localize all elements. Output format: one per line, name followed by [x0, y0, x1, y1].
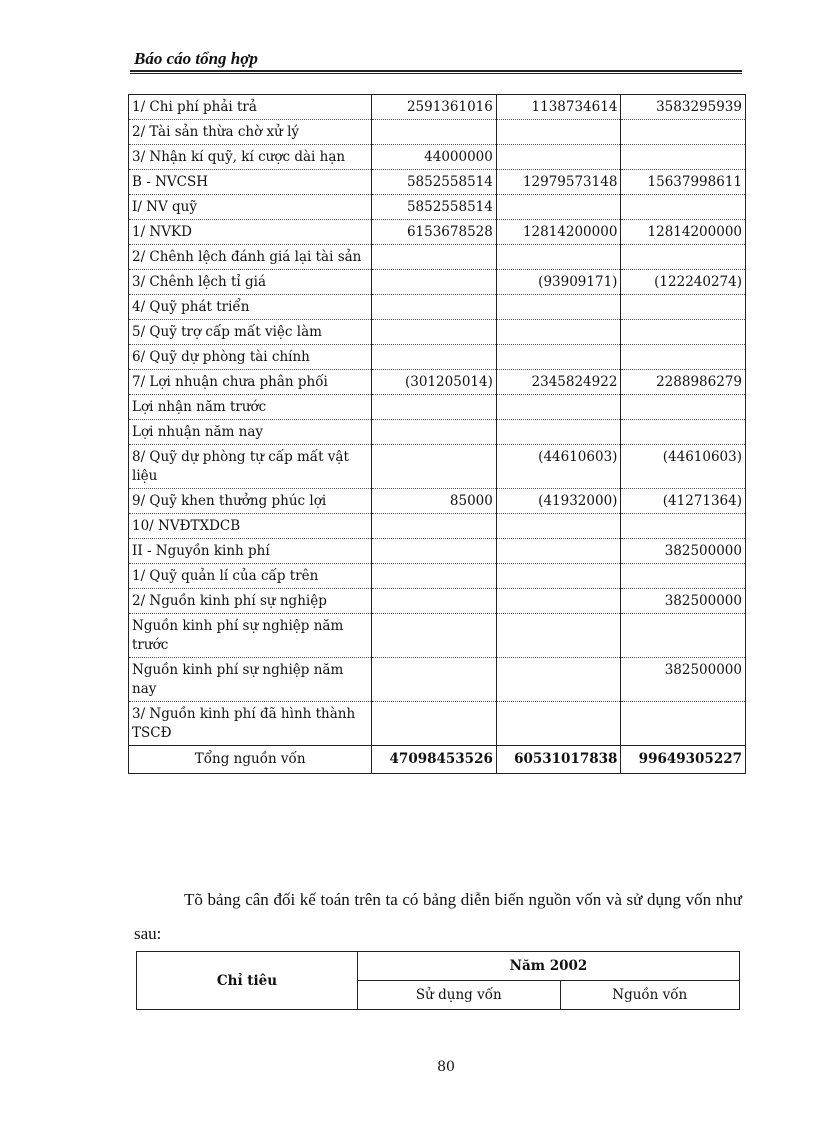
row-value [372, 395, 497, 420]
row-value [621, 395, 746, 420]
table-row [129, 145, 746, 170]
row-label: 6/ Quỹ dự phòng tài chính [129, 345, 372, 370]
row-label: I/ NV quỹ [129, 195, 372, 220]
row-value: (93909171) [496, 270, 621, 295]
page-header-title: Báo cáo tổng hợp [134, 49, 258, 68]
row-value: 44000000 [372, 145, 497, 170]
row-value: (41271364) [621, 489, 746, 514]
row-value [496, 564, 621, 589]
row-label: II - Nguyồn kinh phí [129, 539, 372, 564]
row-value [496, 589, 621, 614]
row-value: 85000 [372, 489, 497, 514]
row-label: 8/ Quỹ dự phòng tự cấp mất vật liệu [129, 445, 372, 489]
row-value: 5852558514 [372, 170, 497, 195]
table-row [129, 514, 746, 539]
table-row [129, 370, 746, 395]
row-label: 2/ Chênh lệch đánh giá lại tài sản [129, 245, 372, 270]
row-label: Lợi nhuận năm nay [129, 420, 372, 445]
row-value [621, 245, 746, 270]
row-value: 12814200000 [621, 220, 746, 245]
usage-header-year: Năm 2002 [358, 952, 740, 981]
row-value: (41932000) [496, 489, 621, 514]
row-value [372, 245, 497, 270]
row-value: 99649305227 [621, 746, 746, 774]
row-label: Lợi nhận năm trước [129, 395, 372, 420]
body-paragraph: Tõ bảng cân đối kế toán trên ta có bảng diễn biến nguồn vốn và sử dụng vốn như sau: [134, 890, 742, 943]
row-label: Nguồn kinh phí sự nghiệp năm trước [129, 614, 372, 658]
row-value: 2591361016 [372, 95, 497, 120]
usage-header-criteria: Chỉ tiêu [137, 952, 358, 1010]
table-row [129, 195, 746, 220]
row-value [496, 395, 621, 420]
usage-subheader-use: Sử dụng vốn [358, 981, 561, 1010]
table-row [129, 539, 746, 564]
row-value [372, 320, 497, 345]
row-value [372, 539, 497, 564]
balance-sheet-body [129, 95, 746, 774]
row-label: 3/ Nguồn kinh phí đã hình thành TSCĐ [129, 702, 372, 746]
table-row [129, 95, 746, 120]
row-value: 2288986279 [621, 370, 746, 395]
row-value [621, 120, 746, 145]
row-value: 1138734614 [496, 95, 621, 120]
row-label: 9/ Quỹ khen thưởng phúc lợi [129, 489, 372, 514]
row-value: 15637998611 [621, 170, 746, 195]
row-value: 5852558514 [372, 195, 497, 220]
row-value [621, 320, 746, 345]
row-value: (301205014) [372, 370, 497, 395]
row-value [621, 564, 746, 589]
row-value: (122240274) [621, 270, 746, 295]
row-value: 12979573148 [496, 170, 621, 195]
total-row [129, 746, 746, 774]
table-row [129, 345, 746, 370]
row-value [372, 295, 497, 320]
row-value [372, 658, 497, 702]
row-value [372, 420, 497, 445]
row-value [496, 514, 621, 539]
row-value [372, 270, 497, 295]
row-value [496, 120, 621, 145]
row-value: 47098453526 [372, 746, 497, 774]
row-value: 3583295939 [621, 95, 746, 120]
table-row [129, 445, 746, 489]
row-label: 10/ NVĐTXDCB [129, 514, 372, 539]
row-value [621, 195, 746, 220]
row-value [621, 345, 746, 370]
table-row [129, 395, 746, 420]
row-label: 2/ Nguồn kinh phí sự nghiệp [129, 589, 372, 614]
table-row [129, 702, 746, 746]
row-label: 1/ Chi phí phải trả [129, 95, 372, 120]
row-value [372, 120, 497, 145]
row-value [496, 320, 621, 345]
table-row [129, 614, 746, 658]
table-row [129, 589, 746, 614]
row-value [372, 345, 497, 370]
row-value [621, 514, 746, 539]
row-value: (44610603) [496, 445, 621, 489]
table-row [129, 270, 746, 295]
usage-header-row [137, 952, 740, 981]
row-value [621, 420, 746, 445]
row-value: (44610603) [621, 445, 746, 489]
row-label: 5/ Quỹ trợ cấp mất việc làm [129, 320, 372, 345]
row-value [496, 345, 621, 370]
usage-subheader-source: Nguồn vốn [560, 981, 739, 1010]
row-value: 2345824922 [496, 370, 621, 395]
table-row [129, 170, 746, 195]
table-row [129, 220, 746, 245]
row-value [496, 195, 621, 220]
row-label: 7/ Lợi nhuận chưa phân phối [129, 370, 372, 395]
row-value [496, 702, 621, 746]
table-row [129, 564, 746, 589]
row-value: 12814200000 [496, 220, 621, 245]
row-value [621, 295, 746, 320]
row-value [496, 295, 621, 320]
row-label: 1/ Quỹ quản lí của cấp trên [129, 564, 372, 589]
row-value [372, 564, 497, 589]
page-number: 80 [437, 1059, 455, 1075]
row-value [372, 445, 497, 489]
row-label: 3/ Chênh lệch tỉ giá [129, 270, 372, 295]
row-value [372, 514, 497, 539]
row-label: 2/ Tài sản thừa chờ xử lý [129, 120, 372, 145]
row-value [496, 658, 621, 702]
table-row [129, 295, 746, 320]
row-value [496, 539, 621, 564]
table-row [129, 245, 746, 270]
row-value: 60531017838 [496, 746, 621, 774]
row-label: Nguồn kinh phí sự nghiệp năm nay [129, 658, 372, 702]
row-label: 1/ NVKD [129, 220, 372, 245]
row-value: 6153678528 [372, 220, 497, 245]
row-value [621, 145, 746, 170]
header-divider [130, 70, 742, 74]
fund-usage-table [136, 951, 740, 1010]
table-row [129, 120, 746, 145]
row-value [496, 145, 621, 170]
row-value: 382500000 [621, 589, 746, 614]
table-row [129, 320, 746, 345]
table-row [129, 420, 746, 445]
row-label: 3/ Nhận kí quỹ, kí cược dài hạn [129, 145, 372, 170]
row-value [496, 420, 621, 445]
row-value [372, 589, 497, 614]
table-row [129, 658, 746, 702]
row-value [496, 614, 621, 658]
row-value [496, 245, 621, 270]
balance-sheet-table [128, 94, 746, 774]
row-label: Tổng nguồn vốn [129, 746, 372, 774]
row-value [621, 702, 746, 746]
row-value: 382500000 [621, 539, 746, 564]
row-value [372, 702, 497, 746]
row-label: B - NVCSH [129, 170, 372, 195]
table-row [129, 489, 746, 514]
row-value: 382500000 [621, 658, 746, 702]
row-value [621, 614, 746, 658]
row-value [372, 614, 497, 658]
row-label: 4/ Quỹ phát triển [129, 295, 372, 320]
